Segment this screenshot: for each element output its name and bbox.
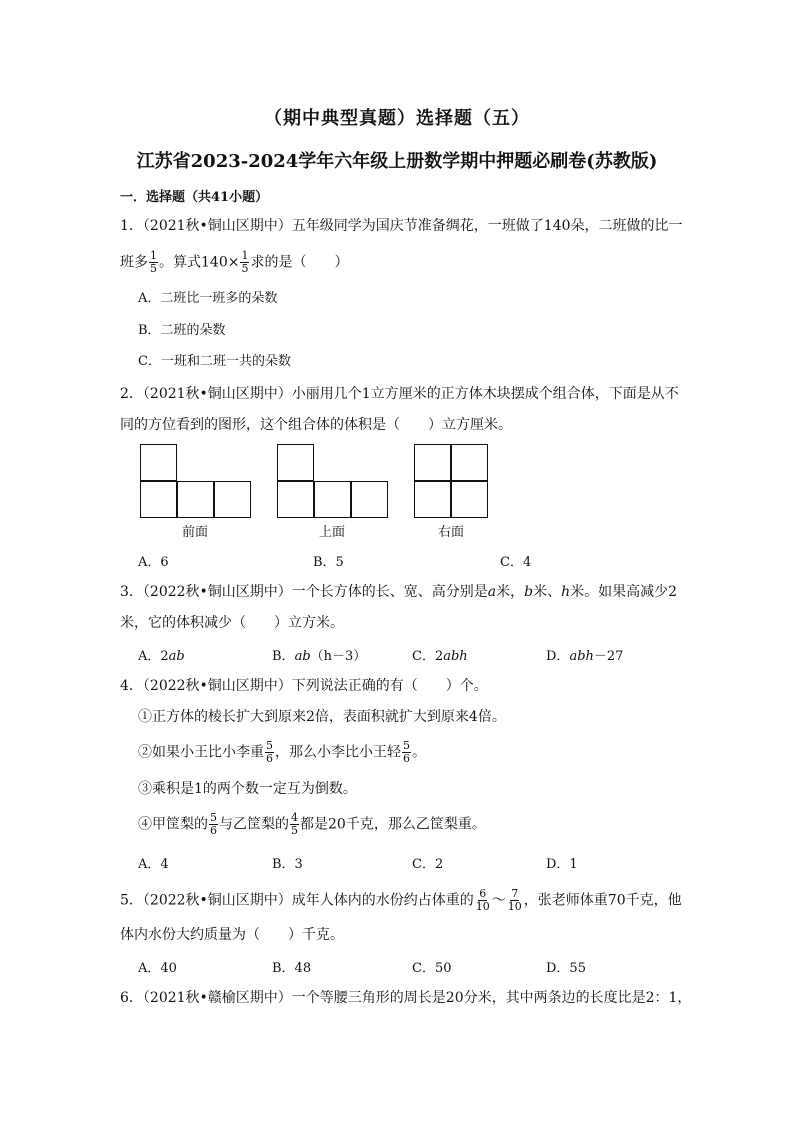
q5-fraction-7-10: $\frac{7}{10}$ [507, 887, 522, 913]
q5-option-a: A．40 [138, 961, 177, 976]
q5-line1: 5．（2022秋•铜山区期中）成年人体内的水份约占体重的 $\frac{6}{10}$ ～ $\frac{7}{10}$ ，张老师体重70千克，他 [120, 887, 682, 913]
grid-cell [277, 444, 314, 481]
q4-option-c: C．2 [412, 857, 444, 872]
top-view-figure [277, 444, 389, 520]
grid-cell [277, 481, 314, 518]
q3-line2: 米，它的体积减少（ ）立方米。 [120, 615, 344, 631]
q3-option-b: B．ab（h－3） [272, 649, 367, 664]
grid-cell [140, 444, 177, 481]
q4-option-b: B．3 [272, 857, 303, 872]
q5-option-b: B．48 [272, 961, 312, 976]
front-view-figure [140, 444, 252, 520]
grid-cell [351, 481, 388, 518]
grid-cell [414, 481, 451, 518]
front-view-label: 前面 [182, 525, 209, 540]
grid-cell [414, 444, 451, 481]
q4-fraction-5-6c: $\frac{5}{6}$ [210, 811, 217, 837]
q5-option-d: D．55 [546, 961, 586, 976]
grid-cell [314, 481, 351, 518]
q2-option-b: B．5 [313, 555, 344, 570]
q5-fraction-6-10: $\frac{6}{10}$ [475, 887, 490, 913]
grid-cell [177, 481, 214, 518]
q1-text-a: 班多 [120, 254, 148, 271]
q4-line1: 4．（2022秋•铜山区期中）下列说法正确的有（ ）个。 [120, 678, 488, 694]
q4-statement-3: ③乘积是1的两个数一定互为倒数。 [138, 781, 357, 797]
q1-line1: 1．（2021秋•铜山区期中）五年级同学为国庆节准备绸花，一班做了140朵，二班做的比一 [120, 218, 683, 234]
q5-option-c: C．50 [412, 961, 452, 976]
q2-option-c: C．4 [500, 555, 532, 570]
q3-option-d: D．abh－27 [546, 649, 624, 664]
q1-fraction-1: $\frac{1}{5}$ [150, 249, 157, 275]
right-view-figure [414, 444, 490, 520]
top-view-label: 上面 [319, 525, 346, 540]
section-heading: 一．选择题（共41小题） [120, 190, 269, 205]
q6-line1: 6．（2021秋•赣榆区期中）一个等腰三角形的周长是20分米，其中两条边的长度比是2：1， [120, 990, 692, 1006]
q4-option-d: D．1 [546, 857, 578, 872]
q5-line2: 体内水份大约质量为（ ）千克。 [120, 927, 344, 943]
q2-line2: 同的方位看到的图形，这个组合体的体积是（ ）立方厘米。 [120, 417, 512, 433]
grid-cell [451, 481, 488, 518]
q1-option-c: C．一班和二班一共的朵数 [138, 354, 291, 369]
q1-option-b: B．二班的朵数 [138, 323, 226, 338]
grid-cell [451, 444, 488, 481]
q4-fraction-5-6: $\frac{5}{6}$ [266, 739, 273, 765]
q4-fraction-5-6b: $\frac{5}{6}$ [403, 739, 410, 765]
q4-option-a: A．4 [138, 857, 169, 872]
q2-option-a: A．6 [138, 555, 169, 570]
q3-option-c: C．2abh [412, 649, 468, 664]
grid-cell [140, 481, 177, 518]
q4-statement-4: ④甲筐梨的 $\frac{5}{6}$ 与乙筐梨的 $\frac{4}{5}$ 都是20千克，那么乙筐梨重。 [138, 811, 486, 837]
q4-statement-2: ②如果小王比小李重 $\frac{5}{6}$ ，那么小李比小王轻 $\frac{5}{6}$ 。 [138, 739, 426, 765]
q3-option-a: A．2ab [138, 649, 185, 664]
grid-cell [214, 481, 251, 518]
q1-fraction-2: $\frac{1}{5}$ [241, 249, 249, 275]
q1-text-c: 求的是（ ） [250, 254, 349, 271]
q4-statement-1: ①正方体的棱长扩大到原来2倍，表面积就扩大到原来4倍。 [138, 709, 506, 725]
q3-line1: 3．（2022秋•铜山区期中）一个长方体的长、宽、高分别是a米，b米、h米。如果高减少2 [120, 584, 678, 600]
q1-option-a: A．二班比一班多的朵数 [138, 291, 278, 306]
page-subtitle: 江苏省2023-2024学年六年级上册数学期中押题必刷卷(苏教版) [136, 151, 658, 172]
q2-line1: 2．（2021秋•铜山区期中）小丽用几个1立方厘米的正方体木块摆成个组合体，下面是从不 [120, 386, 679, 402]
q1-line2 [120, 250, 348, 275]
q1-text-b: 。算式140× [159, 254, 240, 271]
page-title: （期中典型真题）选择题（五） [264, 108, 530, 129]
q4-fraction-4-5: $\frac{4}{5}$ [291, 811, 298, 837]
right-view-label: 右面 [438, 525, 465, 540]
